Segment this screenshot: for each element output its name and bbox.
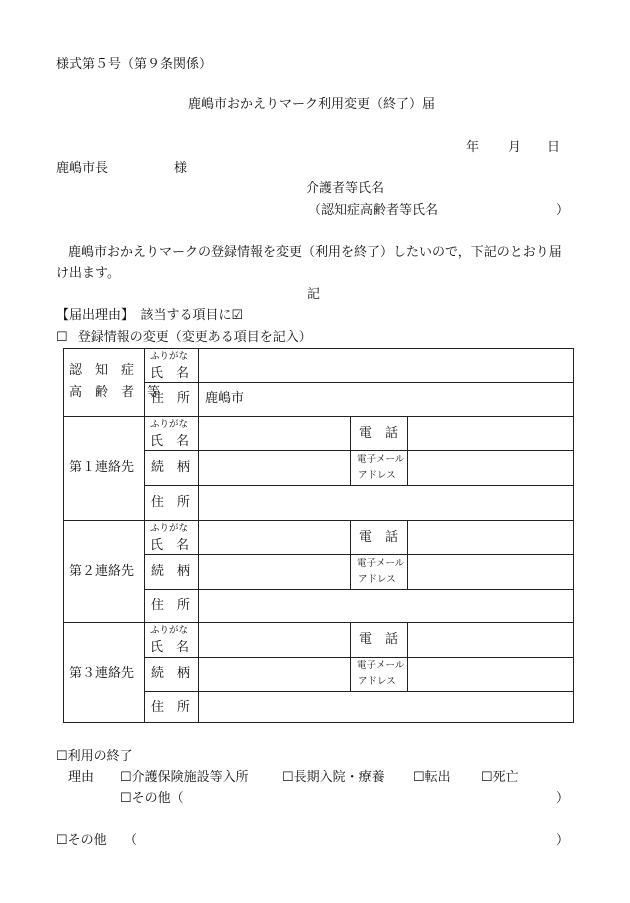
patient-address-value: 鹿嶋市: [205, 391, 245, 406]
contact3-phone-label: 電 話: [359, 632, 399, 647]
contact2-phone-label: 電 話: [359, 530, 399, 545]
check-sample-icon: ☑: [231, 308, 244, 323]
reason-option-hospital[interactable]: ☐長期入院・療養: [282, 770, 385, 785]
patient-name-label-cell: 氏 名: [150, 366, 190, 381]
contact3-email-label-2: アドレス: [358, 676, 396, 687]
contact3-furigana-label: ふりがな: [150, 625, 189, 636]
contact3-address-label: 住 所: [151, 700, 191, 715]
other-paren-close: ）: [556, 833, 570, 848]
contact1-label: 第１連絡先: [69, 460, 135, 475]
caregiver-name-label: 介護者等氏名: [306, 181, 385, 196]
date-year-label: 年: [466, 140, 480, 155]
ki-label: 記: [307, 287, 321, 302]
reason-header-text: 【届出理由】 該当する項目に: [56, 308, 232, 323]
date-month-label: 月: [508, 140, 522, 155]
form-number: 様式第５号（第９条関係）: [56, 57, 213, 72]
body-text-line1: 鹿嶋市おかえりマークの登録情報を変更（利用を終了）したいので，下記のとおり届: [68, 245, 562, 260]
contact3-name-label: 氏 名: [150, 640, 190, 655]
patient-name-label: （認知症高齢者等氏名: [308, 203, 439, 218]
reason-option-other[interactable]: ☐その他（: [120, 791, 184, 806]
other-paren-open: （: [124, 833, 138, 848]
date-day-label: 日: [547, 140, 561, 155]
patient-name-close: ）: [556, 203, 570, 218]
contact2-address-label: 住 所: [151, 598, 191, 613]
reason-option-moved[interactable]: ☐転出: [413, 770, 451, 785]
contact2-relation-label: 続 柄: [151, 564, 191, 579]
contact1-email-label-2: アドレス: [358, 470, 396, 481]
end-of-use-checkbox[interactable]: ☐利用の終了: [56, 749, 133, 764]
change-checkbox[interactable]: ☐: [56, 330, 68, 345]
end-reason-label: 理由: [68, 770, 95, 785]
contact1-name-label: 氏 名: [150, 434, 190, 449]
contact1-email-label-1: 電子メール: [357, 454, 405, 465]
contact2-label: 第２連絡先: [69, 564, 135, 579]
patient-furigana-label: ふりがな: [150, 351, 189, 362]
patient-header-line2: 高 齢 者 等: [69, 385, 161, 400]
contact1-relation-label: 続 柄: [151, 460, 191, 475]
contact2-email-label-2: アドレス: [358, 574, 396, 585]
contact2-furigana-label: ふりがな: [150, 523, 189, 534]
addressee-mayor: 鹿嶋市長: [56, 161, 109, 176]
reason-option-facility[interactable]: ☐介護保険施設等入所: [120, 770, 249, 785]
contact1-address-label: 住 所: [151, 495, 191, 510]
reason-other-close: ）: [556, 791, 570, 806]
patient-header-line1: 認 知 症: [69, 363, 135, 378]
body-text-line2: け出ます。: [56, 266, 120, 281]
contact1-phone-label: 電 話: [359, 426, 399, 441]
contact3-relation-label: 続 柄: [151, 666, 191, 681]
other-checkbox[interactable]: ☐その他: [56, 833, 107, 848]
contact1-furigana-label: ふりがな: [150, 419, 189, 430]
contact3-email-label-1: 電子メール: [357, 660, 405, 671]
contact3-label: 第３連絡先: [69, 666, 135, 681]
change-section-label: 登録情報の変更（変更ある項目を記入）: [77, 330, 312, 345]
contact2-email-label-1: 電子メール: [357, 558, 405, 569]
form-title: 鹿嶋市おかえりマーク利用変更（終了）届: [188, 97, 436, 112]
addressee-honorific: 様: [174, 161, 188, 176]
contact2-name-label: 氏 名: [150, 538, 190, 553]
reason-option-deceased[interactable]: ☐死亡: [481, 770, 519, 785]
patient-address-label: 住 所: [151, 391, 191, 406]
